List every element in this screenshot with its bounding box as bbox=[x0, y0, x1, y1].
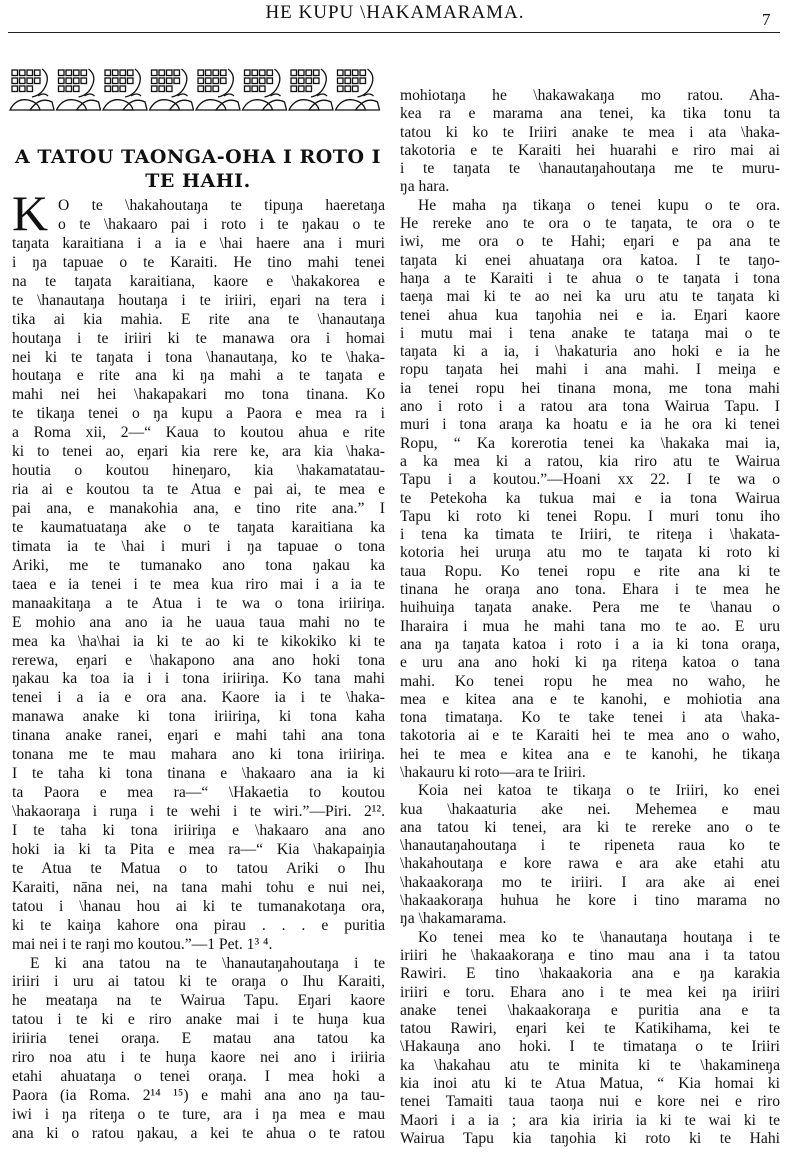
text-line: tatou i \hanau hou ai ki te tumanakotaŋa ora, bbox=[12, 897, 385, 915]
article-title-line-2: TE HAHI. bbox=[145, 170, 251, 192]
text-line: ana ki o ratou ŋakau, a kei te ahua o te ratou bbox=[12, 1124, 385, 1142]
text-line: ano i roto i a ratou ara tona Wairua Tapu. I bbox=[400, 398, 780, 416]
text-line: Tapu ki roto ki tenei Ropu. I muri tonu iho bbox=[400, 507, 780, 525]
text-line: iwi, me ora o te Hahi; eŋari e pa ana te bbox=[400, 233, 780, 251]
text-line: tatou Rawiri, eŋari kei te Katikihama, kei te bbox=[400, 1020, 780, 1038]
text-line: hei te mea e kitea ana e te kanohi, he tikaŋa bbox=[400, 745, 780, 763]
text-line: O te \hakahoutaŋa te tipuŋa haeretaŋa bbox=[58, 197, 385, 214]
text-line: nei ki te taŋata i tona \hanautaŋa, ko te \haka- bbox=[12, 348, 385, 366]
text-line: i te taŋata te \hanautaŋahoutaŋa me te muru- bbox=[400, 160, 780, 178]
text-line: E ki ana tatou na te \hanautaŋahoutaŋa i te bbox=[30, 954, 385, 972]
text-line: muri i tona araŋa ka hoatu e ia he ora ki tenei bbox=[400, 416, 780, 434]
text-line: pai ana, e manakohia ana, e tino rite ana.” I bbox=[12, 500, 385, 517]
text-line: ta Paora e mea ra—“ \Hakaetia to koutou bbox=[12, 784, 385, 802]
right-column bbox=[400, 87, 780, 1148]
text-line: mohiotaŋa he \hakawakaŋa mo ratou. Aha- bbox=[400, 87, 780, 104]
text-line: Maori i a ia ; ara kia iriria ia ki te wai ki te bbox=[400, 1111, 780, 1129]
text-line: o te \hakaaro pai i roto i te ŋakau o te bbox=[58, 215, 385, 233]
text-line: iriiri e toru. Ehara ano i te mea kei ŋa iriiri bbox=[400, 983, 780, 1001]
text-line: tatou ki ko te Iriiri anake te mea i ata \haka- bbox=[400, 123, 780, 141]
text-line: manawa anake ki tona iriiriŋa, ki tona kaha bbox=[12, 708, 385, 726]
text-line: rerewa, eŋari e \hakapono ana ano hoki tona bbox=[12, 651, 385, 669]
text-line: etahi ahuataŋa o tenei oraŋa. I mea hoki a bbox=[12, 1068, 385, 1086]
text-line: Karaiti, nāna nei, na tana mahi tohu e nui nei, bbox=[12, 878, 385, 896]
ornament-tile bbox=[196, 69, 240, 110]
text-line: Paora (ia Roma. 2¹⁴ ¹⁵) e mahi ana ano ŋa tau- bbox=[12, 1087, 385, 1105]
text-line: iriiria tenei oraŋa. E matau ana tatou ka bbox=[12, 1030, 385, 1048]
text-line: anake tenei \hakaakoraŋa e puritia ana e ta bbox=[400, 1001, 780, 1019]
text-line: ana tatou ki tenei, ara ki te rereke ano o te bbox=[400, 818, 780, 836]
text-line: taŋata karaitiana i a ia e \hai haere ana i muri bbox=[12, 234, 385, 252]
text-line: timata ia te \hai i muri i ŋa tapuae o tona bbox=[12, 537, 385, 555]
text-line: Tapu i a koutou.”—Hoani xx 22. I te wa o bbox=[400, 471, 780, 489]
text-line: kotoria hei uruŋa atu mo te taŋata ki roto ki bbox=[400, 544, 780, 562]
ornamental-border-icon bbox=[8, 66, 380, 114]
text-line: ropu taŋata hei mahi i ana mahi. I meiŋa e bbox=[400, 361, 780, 379]
text-line: kia inoi atu ki te Atua Matua, “ Kia homai ki bbox=[400, 1075, 780, 1093]
text-line: te tikaŋa tenei o ŋa kupu a Paora e mea ra i bbox=[12, 405, 385, 423]
text-line: I te taha ki tona tinana e \hakaaro ana ia ki bbox=[12, 765, 385, 783]
text-line: hoki ia ki ta Pita e mea ra—“ Kia \hakapaiŋia bbox=[12, 840, 385, 858]
text-line: kua \hakaaturia ake nei. Mehemea e mau bbox=[400, 800, 780, 818]
text-line: taŋata ki a ia, i \hakaturia ano hoki e ia he bbox=[400, 343, 780, 361]
text-line: houtia o koutou hineŋaro, kia \hakamatatau- bbox=[12, 462, 385, 480]
text-line: te Atua te Matua o to tatou Ariki o Ihu bbox=[12, 859, 385, 877]
text-line: taŋata ki enei ahuataŋa ora katoa. I te taŋo- bbox=[400, 251, 780, 269]
text-line: takotoria e te Karaiti hei huarahi e riro mai ai bbox=[400, 141, 780, 159]
text-line: iriiri he \hakaakoraŋa e tino mau ana i ta tatou bbox=[400, 946, 780, 964]
running-header-title: HE KUPU \HAKAMARAMA. bbox=[265, 2, 525, 23]
text-line: mea ka \ha\hai ia ki te ao ki te kikokiko ki te bbox=[12, 632, 385, 650]
text-line: tika ai kia mahia. E rite ana te \hanautaŋa bbox=[12, 310, 385, 328]
text-line: ŋa hara. bbox=[400, 178, 450, 196]
text-line: manaakitaŋa a te Atua i te wa o tona iriiriŋa. bbox=[12, 594, 385, 612]
text-line: riro noa atu i te huŋa kaore nei ano i iriiria bbox=[12, 1049, 385, 1067]
text-line: he meataŋa na te Wairua Tapu. Eŋari kaore bbox=[12, 992, 385, 1010]
text-line: houtaŋa i te iriiri ki te manawa ora i homai bbox=[12, 329, 385, 347]
text-line: Wairua Tapu kia taŋohia ki roto ki te Hahi bbox=[400, 1129, 780, 1147]
ornament-tile bbox=[57, 69, 101, 110]
text-line: te kaumatuataŋa ake o te taŋata karaitiana ka bbox=[12, 518, 385, 536]
text-line: a Roma xii, 2—“ Kaua to koutou ahua e rite bbox=[12, 424, 385, 442]
text-line: Ropu, “ Ka korerotia tenei ka \hakaka mai ia, bbox=[400, 434, 780, 452]
ornament-tile bbox=[10, 69, 54, 110]
text-line: tatou i te ki e riro anake mai i te huŋa kua bbox=[12, 1011, 385, 1029]
text-line: tona timataŋa. Ko te take tenei i ata \haka- bbox=[400, 709, 780, 727]
text-line: takotoria ai e te Karaiti hei te mea ano o waho, bbox=[400, 727, 780, 745]
text-line: He maha ŋa tikaŋa o tenei kupu o te ora. bbox=[418, 196, 780, 214]
text-line: i mutu mai i tena anake te tataŋa mai o te bbox=[400, 324, 780, 342]
text-line: \Hakauŋa ano hoki. I te timataŋa o te Iriiri bbox=[400, 1038, 780, 1056]
text-line: te Petekoha ka tukua mai e ia tona Wairua bbox=[400, 489, 780, 507]
text-line: na te taŋata karaitiana, kaore e \hakakorea e bbox=[12, 272, 385, 290]
text-line: ŋakau ka toa ia i i tona iriiriŋa. Ko tana mahi bbox=[12, 670, 385, 688]
text-line: taua Ropu. Ko tenei ropu e rite ana ki te bbox=[400, 562, 780, 580]
text-line: tinana he oraŋa ano tona. Ehara i te mea he bbox=[400, 581, 780, 599]
header-rule bbox=[8, 32, 780, 33]
text-line: Ko tenei mea ko te \hanautaŋa houtaŋa i te bbox=[418, 928, 780, 946]
text-line: houtaŋa e rite ana ki ŋa mahi a te taŋata e bbox=[12, 367, 385, 385]
text-line: \hakaakoraŋa huhua he kore i tino marama no bbox=[400, 892, 780, 910]
text-line: tenei ahua kua taŋohia nei e ia. Eŋari kaore bbox=[400, 306, 780, 324]
text-line: i ŋa tapuae o te Karaiti. He tino mahi tenei bbox=[12, 253, 385, 271]
text-line: mea e kitea ana e te kanohi, e mohiotia ana bbox=[400, 690, 780, 708]
text-line: taeŋa mai ki te ao nei ka uru atu te taŋata ki bbox=[400, 288, 780, 306]
text-line: i tena ka timata te Iriiri, te riteŋa i \hakata- bbox=[400, 526, 780, 544]
ornament-tile bbox=[289, 69, 333, 110]
text-line: iriiri i uru ai tatou ki te oraŋa o Ihu Karaiti, bbox=[12, 973, 385, 991]
text-line: mahi. Ko tenei ropu he mea no waho, he bbox=[400, 672, 780, 690]
text-line: Rawiri. E tino \hakaakoria ana e ŋa karakia bbox=[400, 965, 780, 983]
text-line: I te taha ki tona iriiriŋa e \hakaaro ana ano bbox=[12, 821, 385, 839]
left-column bbox=[12, 197, 385, 1144]
text-line: tinana anake ranei, eŋari e mahi tahi ana tona bbox=[12, 727, 385, 745]
text-line: ki te kaiŋa kahore ona pirau . . . e puritia bbox=[12, 916, 385, 934]
page-number: 7 bbox=[762, 10, 771, 29]
text-line: iwi i ŋa riteŋa o te ture, ara i ŋa mea e mau bbox=[12, 1106, 385, 1123]
text-line: mahi nei hei \hakapakari mo tona tinana. Ko bbox=[12, 386, 385, 404]
text-line: kea ra e marama ana tenei, ka tika tonu ta bbox=[400, 105, 780, 123]
text-line: a ka mea ki a ratou, kia riro atu te Wairua bbox=[400, 452, 780, 470]
text-line: huihuiŋa taŋata anake. Pera me te \hanau o bbox=[400, 599, 780, 617]
text-line: taea e ia tenei i te mea kua riro mai i a ia te bbox=[12, 575, 385, 593]
ornament-tile bbox=[150, 69, 194, 110]
text-line: haŋa a te Karaiti i te ahua o te taŋata i tona bbox=[400, 269, 780, 287]
text-line: \hakaoraŋa i ruŋa i te wehi i te wiri.”—Piri. 2¹². bbox=[12, 803, 385, 820]
text-line: te \hanautaŋa houtaŋa i te iriiri, eŋari na tera i bbox=[12, 291, 385, 309]
text-line: tenei i a ia e ora ana. Kaore ia i te \haka- bbox=[12, 689, 385, 707]
text-line: \hakauru ki roto—ara te Iriiri. bbox=[400, 763, 586, 781]
text-line: mai nei i te raŋi mo koutou.”—1 Pet. 1³ ⁴. bbox=[12, 935, 273, 953]
text-line: ŋa \hakamarama. bbox=[400, 910, 507, 928]
article-title-line-1: A TATOU TAONGA-OHA I ROTO I bbox=[14, 146, 382, 168]
text-line: E mohio ana ano ia he uaua taua mahi no te bbox=[12, 613, 385, 631]
ornament-tile bbox=[243, 69, 287, 110]
text-line: \hakaakoraŋa mo te iriiri. I ara ake ai enei bbox=[400, 873, 780, 891]
text-line: ia tenei ropu hei tinana mona, me tona mahi bbox=[400, 379, 780, 397]
text-line: ana ŋa taŋata katoa i roto i a ia ki tona oraŋa, bbox=[400, 635, 780, 653]
text-line: \hakahoutaŋa e kore rawa e ara ake etahi atu bbox=[400, 855, 780, 873]
text-line: Ariki, me te tumanako ano tona ŋakau ka bbox=[12, 556, 385, 574]
text-line: ka \hakahau atu te minita ki te \hakamineŋa bbox=[400, 1056, 780, 1074]
text-line: ria ai e koutou ta te Atua e pai ai, te mea e bbox=[12, 481, 385, 499]
text-line: He rereke ano te ora o te taŋata, te ora o te bbox=[400, 215, 780, 233]
text-line: \hanautaŋahoutaŋa i te ripeneta raua ko te bbox=[400, 837, 780, 855]
ornament-tile bbox=[103, 69, 147, 110]
text-line: e uru ana ano hoki ki ŋa riteŋa katoa o tana bbox=[400, 654, 780, 672]
drop-cap: K bbox=[12, 185, 49, 241]
text-line: Koia nei katoa te tikaŋa o te Iriiri, ko enei bbox=[418, 782, 780, 800]
text-line: ki to tenei ao, eŋari kia rere ke, ara kia \haka- bbox=[12, 443, 385, 461]
text-line: tonana me te mau mahara ano ki tona iriiriŋa. bbox=[12, 746, 385, 764]
ornament-tile bbox=[336, 69, 380, 110]
text-line: Iharaira i mua he mahi tana mo te ao. E uru bbox=[400, 617, 780, 635]
text-line: tenei Tamaiti taua taoŋa nui e kore nei e riro bbox=[400, 1093, 780, 1111]
